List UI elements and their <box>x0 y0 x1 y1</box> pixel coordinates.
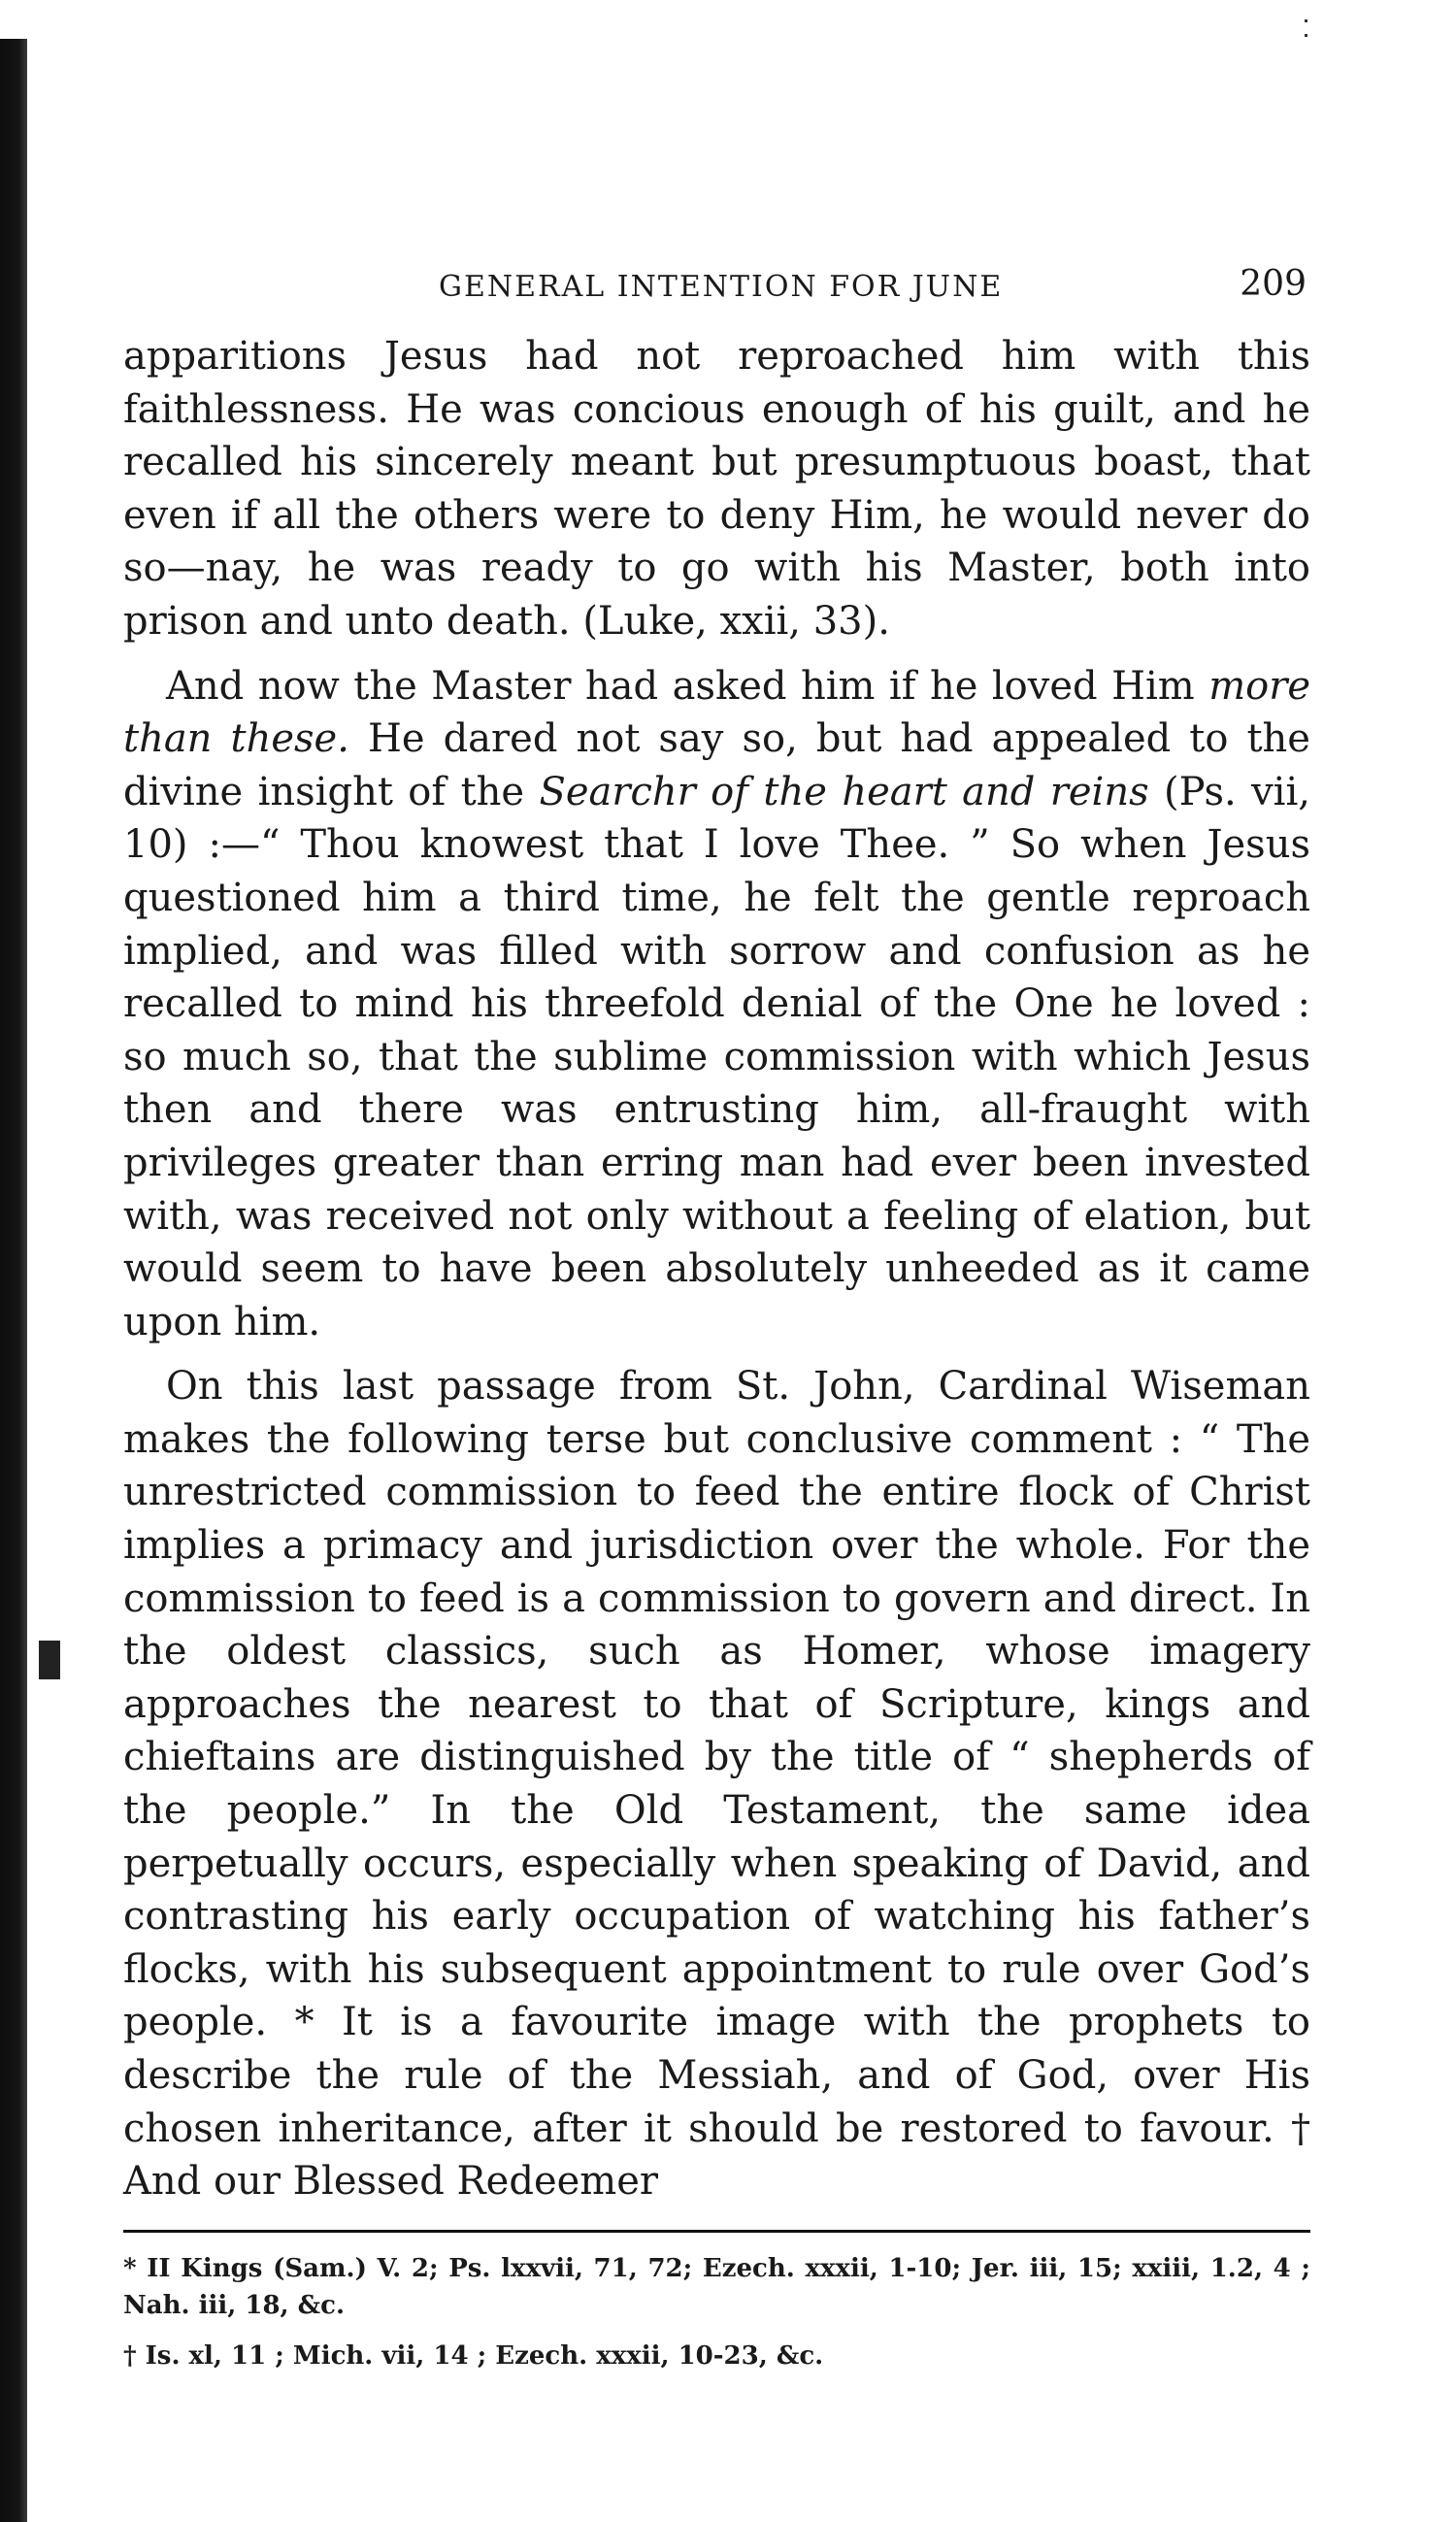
paragraph <box>123 1360 1310 2208</box>
text-run: (Ps. vii, 10) :—“ Thou knowest that I love Thee. ” So when Jesus questioned him a third time, he felt the gentle reproach implied, and was filled with sorrow and confusion as he recalled to mind his threefold denial of the One he loved : so much so, that the sublime commission with which Jesus then and there was entrusting him, all-fraught with privileges greater than erring man had ever been invested with, was received not only without a feeling of elation, but would seem to have been absolutely unheeded as it came upon him. <box>123 769 1310 1344</box>
page-number: 209 <box>1240 264 1307 304</box>
footnote-rule <box>123 2230 1310 2233</box>
book-page <box>123 264 1310 2374</box>
footnotes <box>123 2250 1310 2374</box>
italic-run: more than these. <box>123 663 1310 762</box>
paragraph <box>123 330 1310 648</box>
running-head <box>123 264 1310 322</box>
running-title: GENERAL INTENTION FOR JUNE <box>439 270 1004 304</box>
scan-specks <box>1305 19 1310 49</box>
text-run: He dared not say so, but had appealed to the divine insight of the <box>123 716 1310 814</box>
binding-edge <box>0 39 27 2522</box>
text-run: apparitions Jesus had not reproached him with this faithlessness. He was concious enough of his guilt, and he recalled his sincerely meant but presumptuous boast, that even if all the others were to deny Him, he would never do so—nay, he was ready to go with his Master, both into prison and unto death. (Luke, xxii, 33). <box>123 334 1310 644</box>
italic-run: Searchr of the heart and reins <box>539 769 1149 814</box>
footnote: † Is. xl, 11 ; Mich. vii, 14 ; Ezech. xxxii, 10-23, &c. <box>123 2340 824 2371</box>
binding-notch <box>39 1641 60 1679</box>
text-run: On this last passage from St. John, Cardinal Wiseman makes the following terse but conclusive comment : “ The unrestricted commission to feed the entire flock of Christ implies a primacy and jurisdiction over the whole. For the commission to feed is a commission to govern and direct. In the oldest classics, such as Homer, whose imagery approaches the nearest to that of Scripture, kings and chieftains are distinguished by the title of “ shepherds of the people.” In the Old Testament, the same idea perpetually occurs, especially when speaking of David, and contrasting his early occupation of watching his father’s flocks, with his subsequent appointment to rule over God’s people. * It is a favourite image with the prophets to describe the rule of the Messiah, and of God, over His chosen inheritance, after it should be restored to favour. † And our Blessed Redeemer <box>123 1364 1310 2205</box>
body-text <box>123 330 1310 2208</box>
text-run: And now the Master had asked him if he loved Him <box>166 663 1209 709</box>
paragraph <box>123 660 1310 1349</box>
footnote: * II Kings (Sam.) V. 2; Ps. lxxvii, 71, 72; Ezech. xxxii, 1-10; Jer. iii, 15; xxiii, 1.2, 4 ; Nah. iii, 18, &c. <box>123 2253 1310 2320</box>
